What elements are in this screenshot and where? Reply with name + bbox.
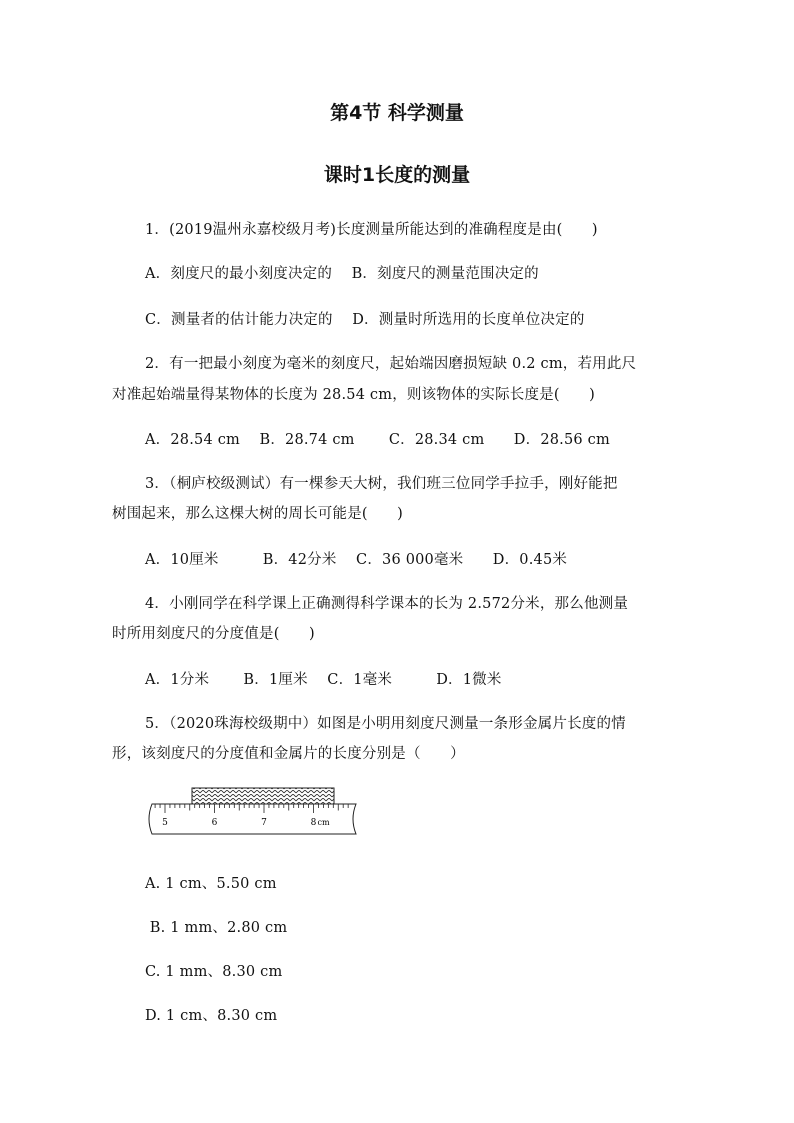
ruler-label: 7 <box>261 818 267 828</box>
ruler-label: 6 <box>211 818 218 828</box>
section-title: 第4节 科学测量 <box>330 102 464 124</box>
q1-stem: 1．(2019温州永嘉校级月考)长度测量所能达到的准确程度是由( ) <box>145 222 598 238</box>
q5-option-b: B. 1 mm、2.80 cm <box>145 920 288 936</box>
q3-stem-line2: 树围起来，那么这棵大树的周长可能是( ) <box>112 506 404 522</box>
q2-stem-line2: 对准起始端量得某物体的长度为 28.54 cm，则该物体的实际长度是( ) <box>112 387 596 403</box>
ruler-unit: cm <box>317 818 330 827</box>
q4-stem-line1: 4．小刚同学在科学课上正确测得科学课本的长为 2.572分米，那么他测量 <box>145 596 629 612</box>
q1-options-cd: C．测量者的估计能力决定的 D．测量时所选用的长度单位决定的 <box>145 312 585 328</box>
q3-options: A．10厘米 B．42分米 C．36 000毫米 D．0.45米 <box>145 552 568 568</box>
q2-options: A．28.54 cm B．28.74 cm C．28.34 cm D．28.56 cm <box>145 432 610 448</box>
lesson-title: 课时1长度的测量 <box>323 164 471 186</box>
ruler-label: 8 <box>310 818 317 828</box>
q5-option-d: D. 1 cm、8.30 cm <box>145 1008 278 1024</box>
q3-stem-line1: 3．（桐庐校级测试）有一棵参天大树，我们班三位同学手拉手，刚好能把 <box>145 476 618 492</box>
q5-option-c: C. 1 mm、8.30 cm <box>145 964 283 980</box>
q4-options: A．1分米 B．1厘米 C．1毫米 D．1微米 <box>145 672 502 688</box>
metal-strip <box>192 788 334 804</box>
ruler-figure <box>140 782 370 844</box>
q5-stem-line1: 5．（2020珠海校级期中）如图是小明用刻度尺测量一条形金属片长度的情 <box>145 716 626 732</box>
ruler-label: 5 <box>162 818 168 828</box>
q1-options-ab: A．刻度尺的最小刻度决定的 B．刻度尺的测量范围决定的 <box>145 266 539 282</box>
q5-stem-line2: 形，该刻度尺的分度值和金属片的长度分别是（ ） <box>112 746 465 762</box>
q2-stem-line1: 2．有一把最小刻度为毫米的刻度尺，起始端因磨损短缺 0.2 cm，若用此尺 <box>145 356 637 372</box>
q5-option-a: A. 1 cm、5.50 cm <box>145 876 277 892</box>
q4-stem-line2: 时所用刻度尺的分度值是( ) <box>112 626 315 642</box>
